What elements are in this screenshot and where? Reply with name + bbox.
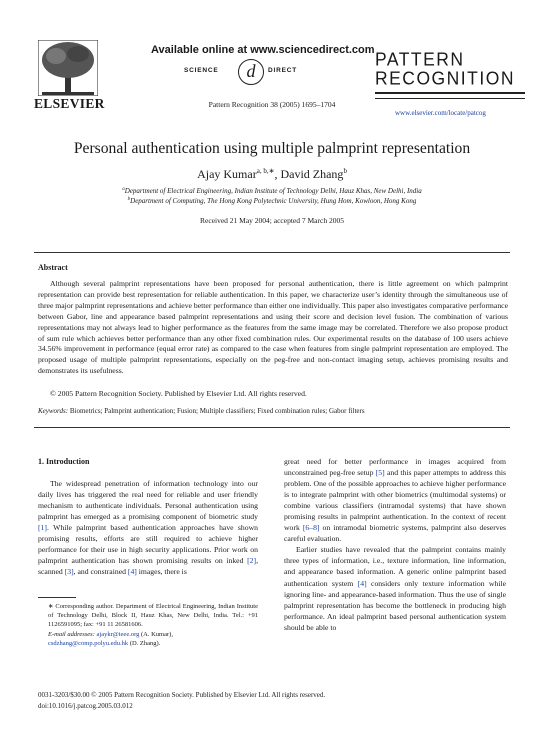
citation-link[interactable]: [4] bbox=[127, 567, 137, 577]
email-owner-zhang: (D. Zhang). bbox=[128, 639, 161, 647]
intro-text: , and constrained bbox=[73, 567, 126, 577]
affiliation-b-text: Department of Computing, The Hong Kong Polytechnic University, Hung Hom, Kowloon, Hong Kong bbox=[130, 197, 417, 205]
divider-top bbox=[34, 252, 510, 253]
doi-link[interactable]: doi:10.1016/j.patcog.2005.03.012 bbox=[38, 701, 133, 710]
keywords-label: Keywords: bbox=[38, 407, 69, 415]
footnote-corresponding-author: ∗ Corresponding author. Department of Electrical Engineering, Indian Institute of Technology Delhi, Block II, Hauz Khas, New Delhi, India. Tel.: +91 1126591095; fax: +91 11 26581606. bbox=[48, 603, 258, 629]
intro-text: images, there is bbox=[136, 567, 187, 577]
citation-link[interactable]: [5] bbox=[375, 468, 385, 478]
article-title: Personal authentication using multiple palmprint representation bbox=[73, 140, 471, 157]
intro-text: Earlier studies have revealed that the palmprint contains mainly three types of information, i.e., texture information, line information, and appearance based information. A generic online palmprint based authentication system bbox=[284, 545, 506, 588]
page-footer bbox=[38, 690, 325, 711]
issn-copyright: 0031-3203/$30.00 © 2005 Pattern Recognition Society. Published by Elsevier Ltd. All rights reserved. bbox=[38, 691, 326, 699]
affiliation-a bbox=[0, 187, 544, 195]
footnote bbox=[38, 602, 258, 648]
divider-bottom bbox=[34, 427, 510, 428]
keywords bbox=[38, 407, 365, 415]
affiliation-b-mark: b bbox=[127, 197, 131, 202]
intro-text: , scanned bbox=[38, 556, 258, 577]
intro-text: and this paper attempts to address this problem. One of the possible approaches to achieve higher performance is to integrate palmprint with other biometrics (multimodal systems) or combine various classifiers (intramodal systems) that have shown promising results in palmprint authentication. In the context of recent work bbox=[284, 468, 507, 533]
journal-citation: Pattern Recognition 38 (2005) 1695–1704 bbox=[208, 100, 336, 109]
citation-link[interactable]: [2] bbox=[247, 556, 257, 566]
received-dates: Received 21 May 2004; accepted 7 March 2005 bbox=[200, 216, 344, 225]
intro-text: The widespread penetration of information technology into our daily lives has triggered the real need for reliable and user friendly mechanism to authenticate individuals. Personal authentication using palmprint has emerged as a promising component of biometric study bbox=[38, 479, 258, 522]
author-zhang-affiliation-mark[interactable]: b bbox=[343, 167, 347, 175]
publisher-name: ELSEVIER bbox=[34, 96, 105, 111]
intro-text: great need for better performance in images acquired from unconstrained peg-free setup bbox=[284, 457, 506, 478]
intro-text: on intramodal biometric systems, palmprint also deserves careful evaluation. bbox=[284, 523, 506, 544]
journal-logo bbox=[375, 50, 525, 99]
intro-text: . While palmprint based authentication approaches have shown promising results, efforts are still required to achieve higher performance for their use in high security applications. Prior work on palmprint authentication has shown promising results on inked bbox=[38, 523, 258, 566]
email-link-kumar[interactable]: ajaykr@ieee.org bbox=[96, 630, 140, 638]
email-owner-kumar: (A. Kumar), bbox=[139, 630, 173, 638]
left-column bbox=[38, 478, 258, 577]
footnote-emails bbox=[38, 630, 258, 648]
citation-link[interactable]: [4] bbox=[357, 578, 367, 588]
sciencedirect-logo-left: SCIENCE bbox=[184, 67, 219, 74]
sciencedirect-at-icon: d bbox=[238, 59, 264, 85]
intro-paragraph-1-continued bbox=[284, 456, 506, 544]
section-heading-introduction: 1. Introduction bbox=[38, 457, 90, 466]
citation-link[interactable]: [3] bbox=[64, 567, 74, 577]
keywords-list: Biometrics; Palmprint authentication; Fusion; Multiple classifiers; Fixed combination rules; Gabor filters bbox=[69, 407, 365, 415]
author-separator: , bbox=[274, 167, 281, 181]
journal-logo-rule bbox=[375, 92, 525, 99]
abstract-copyright: © 2005 Pattern Recognition Society. Published by Elsevier Ltd. All rights reserved. bbox=[50, 389, 307, 398]
footnote-rule bbox=[38, 597, 76, 598]
email-link-zhang[interactable]: csdzhang@comp.polyu.edu.hk bbox=[48, 639, 129, 647]
sciencedirect-logo bbox=[184, 58, 324, 86]
abstract-text: Although several palmprint representations have been proposed for personal authentication, there is little agreement on which palmprint representation can provide best representation for reliable authentication. In this paper, we characterize user’s identity through the simultaneous use of three major palmprint representations and achieve better performance than either one individually. This paper also investigates comparative performance between Gabor, line and appearance based palmprint representations and using their score and decision level fusion. The combination of various representations may not always lead to higher performance as the features from the same image may be correlated. Therefore we also propose product of sum rule which achieves better performance than any other fixed combination rules. Our experimental results on the database of 100 users achieve 34.56% improvement in performance (equal error rate) as compared to the case when features from single palmprint representation are employed. The proposed usage of multiple palmprint representations, especially on the peg-free and non-contact imaging setup, achieves promising results and demonstrates its usefulness. bbox=[38, 279, 508, 376]
elsevier-tree-logo-icon bbox=[38, 40, 98, 96]
citation-link[interactable]: [1] bbox=[38, 523, 47, 533]
journal-url-link[interactable]: www.elsevier.com/locate/patcog bbox=[395, 109, 486, 117]
author-kumar: Ajay Kumar bbox=[197, 167, 257, 181]
affiliation-a-text: Department of Electrical Engineering, Indian Institute of Technology Delhi, Hauz Khas, New Delhi, India bbox=[124, 187, 422, 195]
intro-text: considers only texture information while ignoring line- and appearance-based information. Thus the use of single palmprint representation has become the bottleneck in producing high performance. An ideal palmprint based personal authentication system should be able to bbox=[284, 578, 507, 632]
sciencedirect-logo-right: DIRECT bbox=[268, 67, 297, 74]
email-label: E-mail addresses: bbox=[48, 630, 95, 638]
journal-header bbox=[0, 0, 544, 125]
citation-link[interactable]: [6–8] bbox=[302, 523, 320, 533]
intro-paragraph-1 bbox=[38, 478, 258, 577]
affiliation-b bbox=[0, 197, 544, 205]
intro-paragraph-2 bbox=[284, 544, 506, 632]
author-zhang: David Zhang bbox=[280, 167, 344, 181]
abstract-heading: Abstract bbox=[38, 263, 68, 272]
author-list bbox=[0, 167, 544, 182]
journal-name-line2: RECOGNITION bbox=[375, 66, 515, 88]
affiliation-a-mark: a bbox=[122, 187, 125, 192]
right-column bbox=[284, 456, 506, 633]
author-kumar-affiliation-marks[interactable]: a, b,∗ bbox=[256, 167, 275, 175]
available-online-text: Available online at www.sciencedirect.com bbox=[151, 44, 375, 56]
journal-name-line1: PATTERN bbox=[375, 48, 465, 70]
